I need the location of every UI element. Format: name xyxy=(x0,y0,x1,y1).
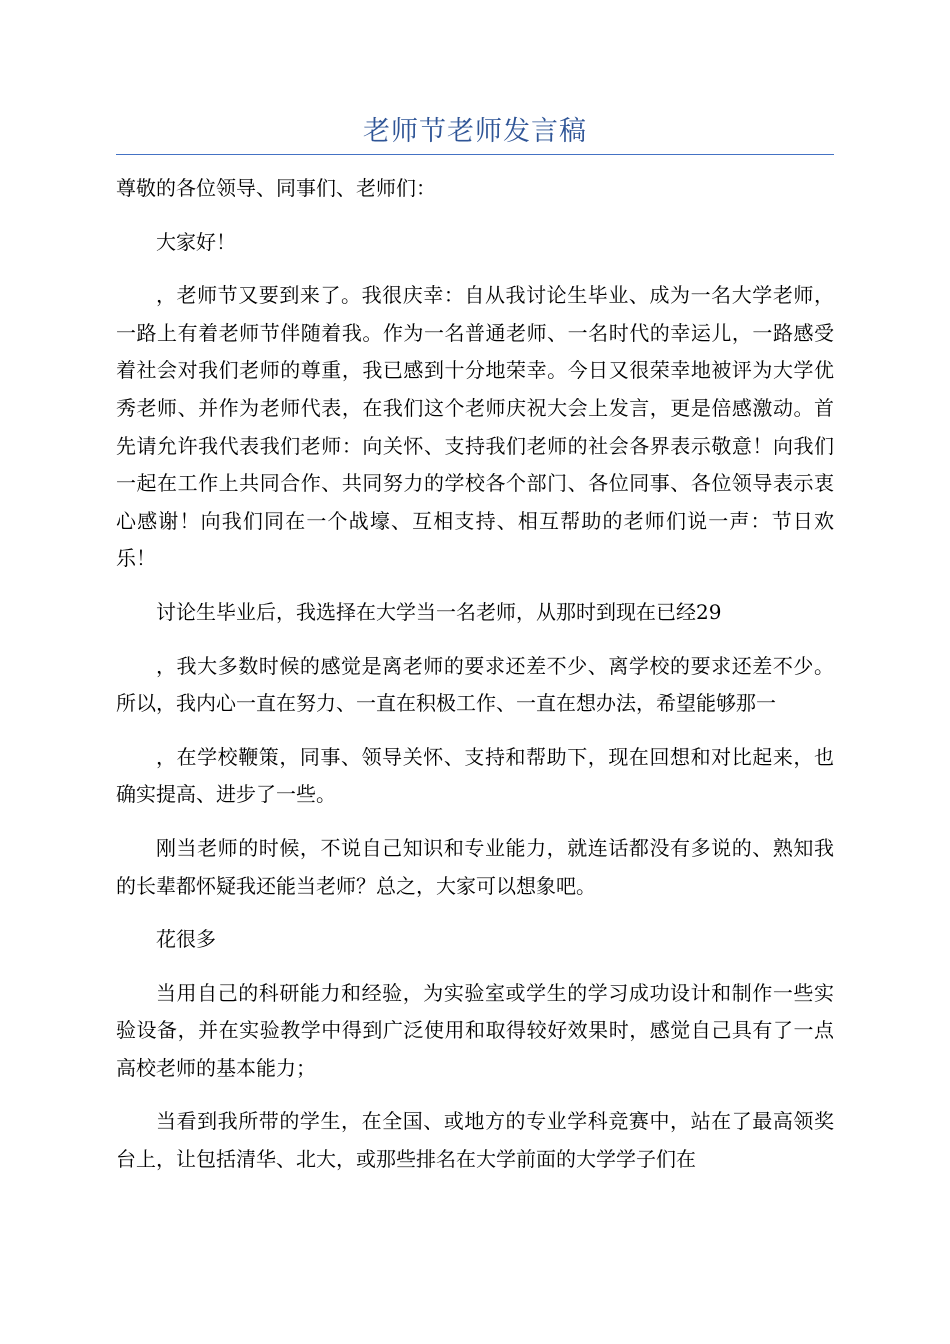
document-title: 老师节老师发言稿 xyxy=(363,116,587,147)
paragraph: 讨论生毕业后，我选择在大学当一名老师，从那时到现在已经29 xyxy=(156,599,722,624)
paragraph-salutation: 尊敬的各位领导、同事们、老师们： xyxy=(116,176,436,200)
document-body xyxy=(116,170,834,1195)
title-underline xyxy=(116,154,834,155)
paragraph: 花很多 xyxy=(156,927,216,952)
paragraph: 当看到我所带的学生，在全国、或地方的专业学科竞赛中，站在了最高领奖台上，让包括清华、北大，或那些排名在大学前面的大学学子们在 xyxy=(116,1109,834,1172)
paragraph: 刚当老师的时候，不说自己知识和专业能力，就连话都没有多说的、熟知我的长辈都怀疑我还能当老师？总之，大家可以想象吧。 xyxy=(116,835,834,898)
paragraph-greeting: 大家好！ xyxy=(156,229,236,254)
paragraph: ，老师节又要到来了。我很庆幸：自从我讨论生毕业、成为一名大学老师，一路上有着老师节伴随着我。作为一名普通老师、一名时代的幸运儿，一路感受着社会对我们老师的尊重，我已感到十分地荣幸。今日又很荣幸地被评为大学优秀老师、并作为老师代表，在我们这个老师庆祝大会上发言，更是倍感激动。首先请允许我代表我们老师：向关怀、支持我们老师的社会各界表示敬意！向我们一起在工作上共同合作、共同努力的学校各个部门、各位同事、各位领导表示衷心感谢！向我们同在一个战壕、互相支持、相互帮助的老师们说一声：节日欢乐！ xyxy=(116,283,834,571)
paragraph: ，在学校鞭策，同事、领导关怀、支持和帮助下，现在回想和对比起来，也确实提高、进步了一些。 xyxy=(116,744,834,807)
paragraph: ，我大多数时候的感觉是离老师的要求还差不少、离学校的要求还差不少。所以，我内心一直在努力、一直在积极工作、一直在想办法，希望能够那一 xyxy=(116,653,834,716)
paragraph: 当用自己的科研能力和经验，为实验室或学生的学习成功设计和制作一些实验设备，并在实验教学中得到广泛使用和取得较好效果时，感觉自己具有了一点高校老师的基本能力； xyxy=(116,980,834,1080)
